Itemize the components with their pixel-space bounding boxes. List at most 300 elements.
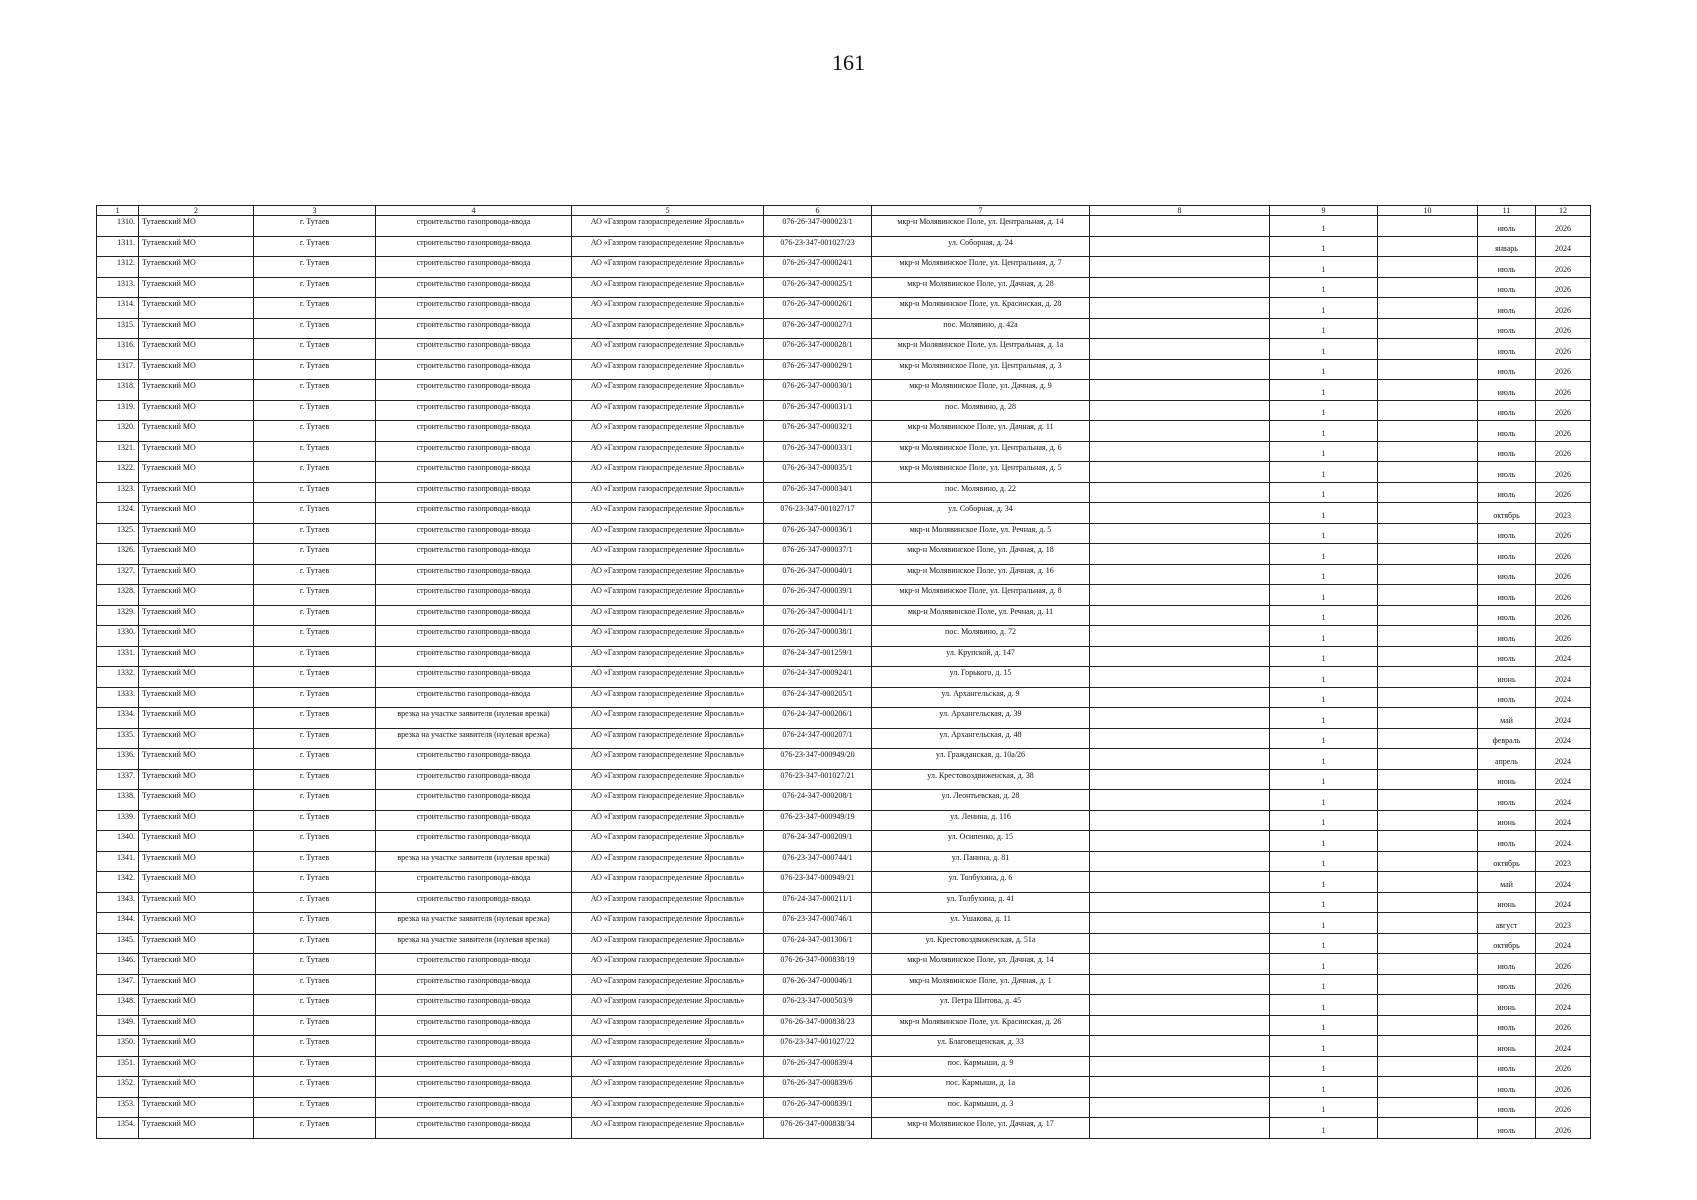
work-type-cell: строительство газопровода-ввода: [376, 1056, 572, 1077]
month-cell: июль: [1478, 339, 1536, 360]
application-id-cell: 076-26-347-000024/1: [764, 257, 872, 278]
address-cell: мкр-н Молявинское Поле, ул. Дачная, д. 16: [872, 564, 1090, 585]
column-8-cell: [1090, 872, 1270, 893]
address-cell: мкр-н Молявинское Поле, ул. Центральная, д. 8: [872, 585, 1090, 606]
year-cell: 2023: [1536, 503, 1591, 524]
column-8-cell: [1090, 646, 1270, 667]
column-10-cell: [1378, 913, 1478, 934]
municipality-cell: Тутаевский МО: [139, 523, 254, 544]
application-id-cell: 076-23-347-000949/20: [764, 749, 872, 770]
municipality-cell: Тутаевский МО: [139, 1036, 254, 1057]
month-cell: октябрь: [1478, 503, 1536, 524]
organization-cell: АО «Газпром газораспределение Ярославль»: [572, 585, 764, 606]
municipality-cell: Тутаевский МО: [139, 400, 254, 421]
column-10-cell: [1378, 605, 1478, 626]
application-id-cell: 076-23-347-001027/22: [764, 1036, 872, 1057]
table-row: [97, 257, 1591, 278]
table-row: [97, 913, 1591, 934]
city-cell: г. Тутаев: [254, 749, 376, 770]
row-number-cell: 1347.: [97, 974, 139, 995]
organization-cell: АО «Газпром газораспределение Ярославль»: [572, 298, 764, 319]
organization-cell: АО «Газпром газораспределение Ярославль»: [572, 523, 764, 544]
column-8-cell: [1090, 1097, 1270, 1118]
organization-cell: АО «Газпром газораспределение Ярославль»: [572, 462, 764, 483]
month-cell: июль: [1478, 954, 1536, 975]
city-cell: г. Тутаев: [254, 1056, 376, 1077]
application-id-cell: 076-26-347-000838/23: [764, 1015, 872, 1036]
column-header: 1: [97, 206, 139, 216]
column-10-cell: [1378, 298, 1478, 319]
city-cell: г. Тутаев: [254, 872, 376, 893]
address-cell: пос. Молявино, д. 28: [872, 400, 1090, 421]
application-id-cell: 076-26-347-000046/1: [764, 974, 872, 995]
application-id-cell: 076-26-347-000839/4: [764, 1056, 872, 1077]
municipality-cell: Тутаевский МО: [139, 298, 254, 319]
column-header: 6: [764, 206, 872, 216]
row-number-cell: 1326.: [97, 544, 139, 565]
city-cell: г. Тутаев: [254, 974, 376, 995]
city-cell: г. Тутаев: [254, 523, 376, 544]
year-cell: 2024: [1536, 995, 1591, 1016]
city-cell: г. Тутаев: [254, 236, 376, 257]
row-number-cell: 1351.: [97, 1056, 139, 1077]
column-8-cell: [1090, 400, 1270, 421]
work-type-cell: строительство газопровода-ввода: [376, 1118, 572, 1139]
work-type-cell: строительство газопровода-ввода: [376, 974, 572, 995]
month-cell: июль: [1478, 646, 1536, 667]
table-row: [97, 933, 1591, 954]
column-10-cell: [1378, 1036, 1478, 1057]
city-cell: г. Тутаев: [254, 626, 376, 647]
column-10-cell: [1378, 1015, 1478, 1036]
column-10-cell: [1378, 1056, 1478, 1077]
address-cell: мкр-н Молявинское Поле, ул. Речная, д. 11: [872, 605, 1090, 626]
month-cell: июль: [1478, 790, 1536, 811]
column-10-cell: [1378, 626, 1478, 647]
organization-cell: АО «Газпром газораспределение Ярославль»: [572, 236, 764, 257]
year-cell: 2024: [1536, 728, 1591, 749]
quantity-cell: 1: [1270, 359, 1378, 380]
month-cell: июль: [1478, 298, 1536, 319]
work-type-cell: строительство газопровода-ввода: [376, 872, 572, 893]
municipality-cell: Тутаевский МО: [139, 503, 254, 524]
application-id-cell: 076-26-347-000838/34: [764, 1118, 872, 1139]
address-cell: мкр-н Молявинское Поле, ул. Дачная, д. 11: [872, 421, 1090, 442]
work-type-cell: врезка на участке заявителя (нулевая врезка): [376, 708, 572, 729]
quantity-cell: 1: [1270, 462, 1378, 483]
organization-cell: АО «Газпром газораспределение Ярославль»: [572, 1015, 764, 1036]
quantity-cell: 1: [1270, 810, 1378, 831]
work-type-cell: строительство газопровода-ввода: [376, 257, 572, 278]
organization-cell: АО «Газпром газораспределение Ярославль»: [572, 728, 764, 749]
work-type-cell: строительство газопровода-ввода: [376, 790, 572, 811]
city-cell: г. Тутаев: [254, 257, 376, 278]
month-cell: июль: [1478, 257, 1536, 278]
quantity-cell: 1: [1270, 380, 1378, 401]
quantity-cell: 1: [1270, 831, 1378, 852]
column-10-cell: [1378, 236, 1478, 257]
municipality-cell: Тутаевский МО: [139, 831, 254, 852]
row-number-cell: 1333.: [97, 687, 139, 708]
application-id-cell: 076-26-347-000029/1: [764, 359, 872, 380]
year-cell: 2026: [1536, 523, 1591, 544]
application-id-cell: 076-26-347-000839/6: [764, 1077, 872, 1098]
row-number-cell: 1324.: [97, 503, 139, 524]
city-cell: г. Тутаев: [254, 216, 376, 237]
row-number-cell: 1310.: [97, 216, 139, 237]
row-number-cell: 1317.: [97, 359, 139, 380]
quantity-cell: 1: [1270, 667, 1378, 688]
address-cell: пос. Кармыши, д. 3: [872, 1097, 1090, 1118]
month-cell: февраль: [1478, 728, 1536, 749]
work-type-cell: строительство газопровода-ввода: [376, 236, 572, 257]
application-id-cell: 076-26-347-000027/1: [764, 318, 872, 339]
page-number: 161: [832, 50, 865, 75]
row-number-cell: 1322.: [97, 462, 139, 483]
organization-cell: АО «Газпром газораспределение Ярославль»: [572, 318, 764, 339]
municipality-cell: Тутаевский МО: [139, 892, 254, 913]
row-number-cell: 1340.: [97, 831, 139, 852]
column-10-cell: [1378, 728, 1478, 749]
application-id-cell: 076-26-347-000039/1: [764, 585, 872, 606]
month-cell: октябрь: [1478, 933, 1536, 954]
application-id-cell: 076-26-347-000036/1: [764, 523, 872, 544]
organization-cell: АО «Газпром газораспределение Ярославль»: [572, 831, 764, 852]
city-cell: г. Тутаев: [254, 544, 376, 565]
address-cell: ул. Ленина, д. 116: [872, 810, 1090, 831]
row-number-cell: 1316.: [97, 339, 139, 360]
application-id-cell: 076-26-347-000037/1: [764, 544, 872, 565]
month-cell: октябрь: [1478, 851, 1536, 872]
city-cell: г. Тутаев: [254, 708, 376, 729]
address-cell: ул. Толбухина, д. 6: [872, 872, 1090, 893]
work-type-cell: строительство газопровода-ввода: [376, 810, 572, 831]
table-row: [97, 359, 1591, 380]
column-10-cell: [1378, 318, 1478, 339]
column-10-cell: [1378, 564, 1478, 585]
column-header: 9: [1270, 206, 1378, 216]
city-cell: г. Тутаев: [254, 482, 376, 503]
city-cell: г. Тутаев: [254, 400, 376, 421]
application-id-cell: 076-26-347-000028/1: [764, 339, 872, 360]
table-row: [97, 1077, 1591, 1098]
table-row: [97, 380, 1591, 401]
quantity-cell: 1: [1270, 564, 1378, 585]
work-type-cell: строительство газопровода-ввода: [376, 1097, 572, 1118]
month-cell: июнь: [1478, 1036, 1536, 1057]
city-cell: г. Тутаев: [254, 318, 376, 339]
row-number-cell: 1325.: [97, 523, 139, 544]
table-row: [97, 400, 1591, 421]
column-8-cell: [1090, 523, 1270, 544]
application-id-cell: 076-23-347-000949/21: [764, 872, 872, 893]
table-row: [97, 605, 1591, 626]
work-type-cell: строительство газопровода-ввода: [376, 277, 572, 298]
address-cell: мкр-н Молявинское Поле, ул. Дачная, д. 18: [872, 544, 1090, 565]
column-8-cell: [1090, 216, 1270, 237]
column-8-cell: [1090, 728, 1270, 749]
municipality-cell: Тутаевский МО: [139, 585, 254, 606]
column-10-cell: [1378, 380, 1478, 401]
column-10-cell: [1378, 400, 1478, 421]
address-cell: пос. Молявино, д. 22: [872, 482, 1090, 503]
year-cell: 2024: [1536, 810, 1591, 831]
row-number-cell: 1323.: [97, 482, 139, 503]
year-cell: 2024: [1536, 708, 1591, 729]
row-number-cell: 1331.: [97, 646, 139, 667]
application-id-cell: 076-24-347-001306/1: [764, 933, 872, 954]
address-cell: мкр-н Молявинское Поле, ул. Красинская, д. 26: [872, 1015, 1090, 1036]
quantity-cell: 1: [1270, 646, 1378, 667]
quantity-cell: 1: [1270, 892, 1378, 913]
quantity-cell: 1: [1270, 728, 1378, 749]
row-number-cell: 1329.: [97, 605, 139, 626]
address-cell: мкр-н Молявинское Поле, ул. Дачная, д. 1: [872, 974, 1090, 995]
application-id-cell: 076-23-347-001027/23: [764, 236, 872, 257]
address-cell: ул. Архангельская, д. 39: [872, 708, 1090, 729]
month-cell: июль: [1478, 523, 1536, 544]
organization-cell: АО «Газпром газораспределение Ярославль»: [572, 646, 764, 667]
column-10-cell: [1378, 482, 1478, 503]
year-cell: 2026: [1536, 585, 1591, 606]
work-type-cell: строительство газопровода-ввода: [376, 441, 572, 462]
year-cell: 2026: [1536, 380, 1591, 401]
address-cell: мкр-н Молявинское Поле, ул. Центральная, д. 7: [872, 257, 1090, 278]
table-row: [97, 831, 1591, 852]
municipality-cell: Тутаевский МО: [139, 646, 254, 667]
column-10-cell: [1378, 667, 1478, 688]
table-row: [97, 1118, 1591, 1139]
city-cell: г. Тутаев: [254, 728, 376, 749]
municipality-cell: Тутаевский МО: [139, 1118, 254, 1139]
column-8-cell: [1090, 421, 1270, 442]
address-cell: ул. Петра Шитова, д. 45: [872, 995, 1090, 1016]
address-cell: мкр-н Молявинское Поле, ул. Центральная, д. 1а: [872, 339, 1090, 360]
month-cell: июль: [1478, 1097, 1536, 1118]
row-number-cell: 1349.: [97, 1015, 139, 1036]
application-id-cell: 076-26-347-000031/1: [764, 400, 872, 421]
application-id-cell: 076-24-347-000924/1: [764, 667, 872, 688]
city-cell: г. Тутаев: [254, 277, 376, 298]
table-row: [97, 728, 1591, 749]
column-8-cell: [1090, 831, 1270, 852]
month-cell: июль: [1478, 400, 1536, 421]
column-10-cell: [1378, 1077, 1478, 1098]
work-type-cell: строительство газопровода-ввода: [376, 318, 572, 339]
year-cell: 2024: [1536, 790, 1591, 811]
header-row: [97, 206, 1591, 216]
month-cell: август: [1478, 913, 1536, 934]
quantity-cell: 1: [1270, 216, 1378, 237]
municipality-cell: Тутаевский МО: [139, 708, 254, 729]
quantity-cell: 1: [1270, 400, 1378, 421]
column-10-cell: [1378, 954, 1478, 975]
work-type-cell: строительство газопровода-ввода: [376, 749, 572, 770]
column-header: 8: [1090, 206, 1270, 216]
month-cell: июль: [1478, 626, 1536, 647]
application-id-cell: 076-24-347-000207/1: [764, 728, 872, 749]
column-10-cell: [1378, 810, 1478, 831]
year-cell: 2026: [1536, 462, 1591, 483]
quantity-cell: 1: [1270, 851, 1378, 872]
organization-cell: АО «Газпром газораспределение Ярославль»: [572, 933, 764, 954]
column-8-cell: [1090, 318, 1270, 339]
municipality-cell: Тутаевский МО: [139, 359, 254, 380]
application-id-cell: 076-26-347-000026/1: [764, 298, 872, 319]
quantity-cell: 1: [1270, 605, 1378, 626]
table-row: [97, 790, 1591, 811]
year-cell: 2026: [1536, 216, 1591, 237]
table-row: [97, 421, 1591, 442]
organization-cell: АО «Газпром газораспределение Ярославль»: [572, 892, 764, 913]
row-number-cell: 1327.: [97, 564, 139, 585]
month-cell: июль: [1478, 482, 1536, 503]
organization-cell: АО «Газпром газораспределение Ярославль»: [572, 503, 764, 524]
municipality-cell: Тутаевский МО: [139, 749, 254, 770]
organization-cell: АО «Газпром газораспределение Ярославль»: [572, 1036, 764, 1057]
work-type-cell: строительство газопровода-ввода: [376, 626, 572, 647]
row-number-cell: 1335.: [97, 728, 139, 749]
table-row: [97, 995, 1591, 1016]
municipality-cell: Тутаевский МО: [139, 462, 254, 483]
quantity-cell: 1: [1270, 790, 1378, 811]
month-cell: июль: [1478, 605, 1536, 626]
municipality-cell: Тутаевский МО: [139, 339, 254, 360]
column-10-cell: [1378, 277, 1478, 298]
year-cell: 2026: [1536, 564, 1591, 585]
municipality-cell: Тутаевский МО: [139, 872, 254, 893]
organization-cell: АО «Газпром газораспределение Ярославль»: [572, 1097, 764, 1118]
row-number-cell: 1344.: [97, 913, 139, 934]
column-8-cell: [1090, 913, 1270, 934]
address-cell: ул. Крестовоздвиженская, д. 38: [872, 769, 1090, 790]
municipality-cell: Тутаевский МО: [139, 687, 254, 708]
month-cell: июль: [1478, 831, 1536, 852]
table-row: [97, 667, 1591, 688]
quantity-cell: 1: [1270, 708, 1378, 729]
quantity-cell: 1: [1270, 872, 1378, 893]
month-cell: июль: [1478, 441, 1536, 462]
column-8-cell: [1090, 708, 1270, 729]
column-8-cell: [1090, 585, 1270, 606]
year-cell: 2026: [1536, 1118, 1591, 1139]
month-cell: июль: [1478, 359, 1536, 380]
work-type-cell: строительство газопровода-ввода: [376, 298, 572, 319]
column-8-cell: [1090, 298, 1270, 319]
work-type-cell: строительство газопровода-ввода: [376, 523, 572, 544]
column-8-cell: [1090, 892, 1270, 913]
application-id-cell: 076-24-347-000206/1: [764, 708, 872, 729]
row-number-cell: 1339.: [97, 810, 139, 831]
year-cell: 2024: [1536, 892, 1591, 913]
table-row: [97, 687, 1591, 708]
quantity-cell: 1: [1270, 298, 1378, 319]
city-cell: г. Тутаев: [254, 421, 376, 442]
address-cell: ул. Соборная, д. 34: [872, 503, 1090, 524]
city-cell: г. Тутаев: [254, 954, 376, 975]
quantity-cell: 1: [1270, 626, 1378, 647]
column-8-cell: [1090, 544, 1270, 565]
address-cell: ул. Архангельская, д. 9: [872, 687, 1090, 708]
organization-cell: АО «Газпром газораспределение Ярославль»: [572, 1077, 764, 1098]
municipality-cell: Тутаевский МО: [139, 769, 254, 790]
year-cell: 2026: [1536, 1056, 1591, 1077]
year-cell: 2026: [1536, 318, 1591, 339]
city-cell: г. Тутаев: [254, 913, 376, 934]
column-10-cell: [1378, 708, 1478, 729]
row-number-cell: 1350.: [97, 1036, 139, 1057]
column-8-cell: [1090, 236, 1270, 257]
address-cell: ул. Архангельская, д. 48: [872, 728, 1090, 749]
city-cell: г. Тутаев: [254, 564, 376, 585]
city-cell: г. Тутаев: [254, 851, 376, 872]
year-cell: 2023: [1536, 913, 1591, 934]
organization-cell: АО «Газпром газораспределение Ярославль»: [572, 421, 764, 442]
year-cell: 2026: [1536, 421, 1591, 442]
column-8-cell: [1090, 749, 1270, 770]
year-cell: 2024: [1536, 769, 1591, 790]
quantity-cell: 1: [1270, 277, 1378, 298]
application-id-cell: 076-26-347-000025/1: [764, 277, 872, 298]
column-8-cell: [1090, 1118, 1270, 1139]
month-cell: июль: [1478, 544, 1536, 565]
address-cell: мкр-н Молявинское Поле, ул. Дачная, д. 28: [872, 277, 1090, 298]
municipality-cell: Тутаевский МО: [139, 1097, 254, 1118]
column-10-cell: [1378, 503, 1478, 524]
column-10-cell: [1378, 749, 1478, 770]
year-cell: 2024: [1536, 236, 1591, 257]
month-cell: июль: [1478, 462, 1536, 483]
row-number-cell: 1330.: [97, 626, 139, 647]
municipality-cell: Тутаевский МО: [139, 810, 254, 831]
city-cell: г. Тутаев: [254, 687, 376, 708]
year-cell: 2024: [1536, 646, 1591, 667]
year-cell: 2024: [1536, 1036, 1591, 1057]
work-type-cell: строительство газопровода-ввода: [376, 1015, 572, 1036]
column-8-cell: [1090, 974, 1270, 995]
row-number-cell: 1318.: [97, 380, 139, 401]
organization-cell: АО «Газпром газораспределение Ярославль»: [572, 872, 764, 893]
column-10-cell: [1378, 544, 1478, 565]
municipality-cell: Тутаевский МО: [139, 1077, 254, 1098]
month-cell: июнь: [1478, 810, 1536, 831]
column-8-cell: [1090, 933, 1270, 954]
row-number-cell: 1321.: [97, 441, 139, 462]
address-cell: мкр-н Молявинское Поле, ул. Центральная, д. 3: [872, 359, 1090, 380]
quantity-cell: 1: [1270, 933, 1378, 954]
table-row: [97, 482, 1591, 503]
address-cell: мкр-н Молявинское Поле, ул. Дачная, д. 14: [872, 954, 1090, 975]
organization-cell: АО «Газпром газораспределение Ярославль»: [572, 441, 764, 462]
table-row: [97, 1036, 1591, 1057]
city-cell: г. Тутаев: [254, 298, 376, 319]
application-id-cell: 076-26-347-000032/1: [764, 421, 872, 442]
column-8-cell: [1090, 482, 1270, 503]
work-type-cell: строительство газопровода-ввода: [376, 1077, 572, 1098]
work-type-cell: строительство газопровода-ввода: [376, 954, 572, 975]
month-cell: январь: [1478, 236, 1536, 257]
table-row: [97, 277, 1591, 298]
quantity-cell: 1: [1270, 1077, 1378, 1098]
work-type-cell: врезка на участке заявителя (нулевая врезка): [376, 913, 572, 934]
column-10-cell: [1378, 585, 1478, 606]
month-cell: июль: [1478, 974, 1536, 995]
application-id-cell: 076-26-347-000033/1: [764, 441, 872, 462]
organization-cell: АО «Газпром газораспределение Ярославль»: [572, 810, 764, 831]
municipality-cell: Тутаевский МО: [139, 216, 254, 237]
quantity-cell: 1: [1270, 339, 1378, 360]
column-8-cell: [1090, 626, 1270, 647]
